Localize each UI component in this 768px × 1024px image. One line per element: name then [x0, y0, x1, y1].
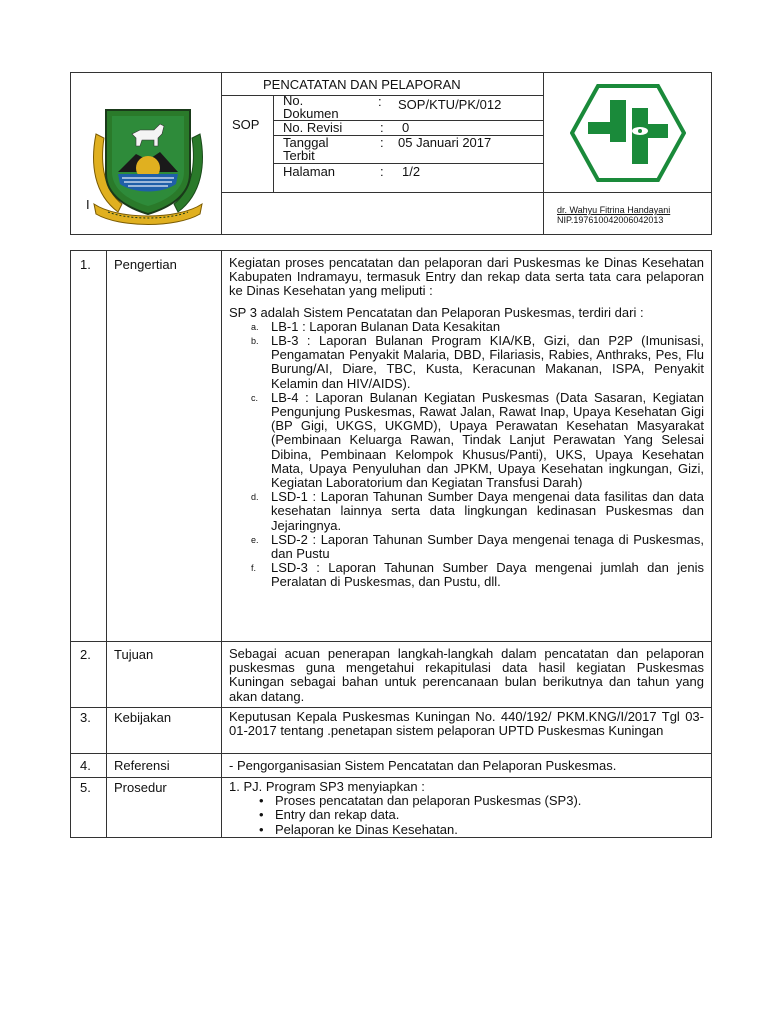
list-item: a. LB-1 : Laporan Bulanan Data Kesakitan — [251, 318, 501, 334]
row-number: 2. — [80, 647, 91, 662]
list-item: e. LSD-2 : Laporan Tahunan Sumber Daya mengenai tenaga di Puskesmas, dan Pustu — [251, 531, 704, 562]
row-label: Kebijakan — [114, 710, 172, 725]
procedure-bullets — [229, 794, 704, 837]
field-label-tanggal-terbit: Tanggal Terbit — [283, 135, 329, 163]
field-label-no-revisi: No. Revisi — [283, 120, 343, 135]
list-marker: a. — [251, 321, 259, 332]
header-marker: I — [86, 197, 90, 212]
row-number: 4. — [80, 758, 91, 773]
field-sep: : — [380, 120, 384, 135]
content-divider — [106, 250, 107, 838]
row-content-kebijakan: Keputusan Kepala Puskesmas Kuningan No. 440/192/ PKM.KNG/I/2017 Tgl 03-01-2017 tentang .penetapan sistem pelaporan UPTD Puskesmas Kuningan — [229, 709, 704, 739]
list-item: b. LB-3 : Laporan Bulanan Program KIA/KB, Gizi, dan P2P (Imunisasi, Pengamatan Penyakit Malaria, DBD, Filariasis, Rabies, Anthraks, Pes, Flu Burung/AI, Diare, TBC, Kusta, Keracunan Makanan, ISPA, Penyakit Kelamin dan HIV/AIDS). — [251, 333, 704, 391]
row-label: Prosedur — [114, 780, 167, 795]
document-title: PENCATATAN DAN PELAPORAN — [263, 77, 461, 92]
list-item: • Pelaporan ke Dinas Kesehatan. — [229, 823, 704, 837]
field-value-tanggal-terbit: 05 Januari 2017 — [398, 135, 492, 150]
row-content-tujuan: Sebagai acuan penerapan langkah-langkah dalam pencatatan dan pelaporan puskesmas guna mengetahui rekapitulasi data hasil kegiatan Puskesmas Kuningan sebagai bahan untuk perencanaan bulan berikutnya dan tahun yang akan datang. — [229, 646, 704, 704]
field-label-halaman: Halaman — [283, 164, 336, 179]
row-label: Pengertian — [114, 257, 177, 272]
list-marker: d. — [251, 492, 259, 503]
list-marker: f. — [251, 563, 257, 574]
puskesmas-logo — [570, 84, 686, 182]
row-content-referensi: - Pengorganisasian Sistem Pencatatan dan Pelaporan Puskesmas. — [229, 758, 617, 773]
header-divider — [221, 192, 712, 193]
list-item: c. LB-4 : Laporan Bulanan Kegiatan Puskesmas (Data Sasaran, Kegiatan Pengunjung Puskesmas, Rawat Jalan, Rawat Inap, Upaya Kesehatan Gigi (BP Gigi, UKGS, UKGMD), Upaya Perawatan Kesehatan Masyarakat (Pembinaan Keluarga Rawan, Tindak Lanjut Perawatan Yang Selesai Dibina, Pembinaan Kelompok Khusus/Panti), UKS, Upaya Kesehatan Mata, Upaya Penyuluhan dan JPKM, Upaya Kesehatan ingkungan, Gizi, Kegiatan Laboratorium dan Kegiatan Transfusi Darah) — [251, 389, 704, 491]
row-label: Referensi — [114, 758, 170, 773]
signer-name: dr. Wahyu Fitrina Handayani — [557, 205, 671, 215]
row-divider — [70, 753, 712, 754]
sop-label: SOP — [232, 117, 260, 132]
row-number: 5. — [80, 780, 91, 795]
row-content-pengertian — [229, 256, 704, 590]
header-divider — [273, 95, 274, 192]
row-number: 3. — [80, 710, 91, 725]
header-divider — [221, 95, 543, 96]
header-divider — [221, 72, 222, 235]
field-value-no-revisi: 0 — [402, 120, 410, 135]
field-sep: : — [380, 135, 384, 150]
list-marker: b. — [251, 336, 259, 347]
signer-nip: NIP.197610042006042013 — [557, 215, 664, 225]
row-divider — [70, 777, 712, 778]
intro-paragraph: Kegiatan proses pencatatan dan pelaporan dari Puskesmas ke Dinas Kesehatan Kabupaten Indramayu, termasuk Entry dan rekap data serta tata cara pelaporan ke Dinas Kesehatan yang meliputi : — [229, 255, 704, 299]
content-divider — [221, 250, 222, 838]
row-divider — [70, 707, 712, 708]
report-list — [229, 320, 704, 590]
list-item: f. LSD-3 : Laporan Tahunan Sumber Daya mengenai jumlah dan jenis Peralatan di Puskesmas, dan Pustu, dll. — [251, 560, 704, 590]
field-label-no-dokumen: No. Dokumen — [283, 93, 339, 121]
field-sep: : — [378, 94, 382, 109]
list-marker: c. — [251, 392, 259, 403]
field-sep: : — [380, 164, 384, 179]
header-divider — [543, 72, 544, 235]
field-value-no-dokumen: SOP/KTU/PK/012 — [398, 97, 502, 112]
row-content-prosedur — [229, 780, 704, 837]
list-marker: e. — [251, 534, 259, 545]
regency-emblem — [88, 104, 208, 228]
row-divider — [70, 641, 712, 642]
list-item: • Proses pencatatan dan pelaporan Puskesmas (SP3). — [229, 794, 704, 808]
procedure-step: 1. PJ. Program SP3 menyiapkan : — [229, 779, 425, 794]
row-label: Tujuan — [114, 647, 154, 662]
list-item: d. LSD-1 : Laporan Tahunan Sumber Daya mengenai data fasilitas dan data kesehatan lainnya serta data lingkungan kedinasan Puskesmas dan Jejaringnya. — [251, 489, 704, 533]
row-number: 1. — [80, 257, 91, 272]
list-item: • Entry dan rekap data. — [229, 808, 704, 822]
field-value-halaman: 1/2 — [402, 164, 421, 179]
sp3-paragraph: SP 3 adalah Sistem Pencatatan dan Pelaporan Puskesmas, terdiri dari : — [229, 304, 644, 320]
